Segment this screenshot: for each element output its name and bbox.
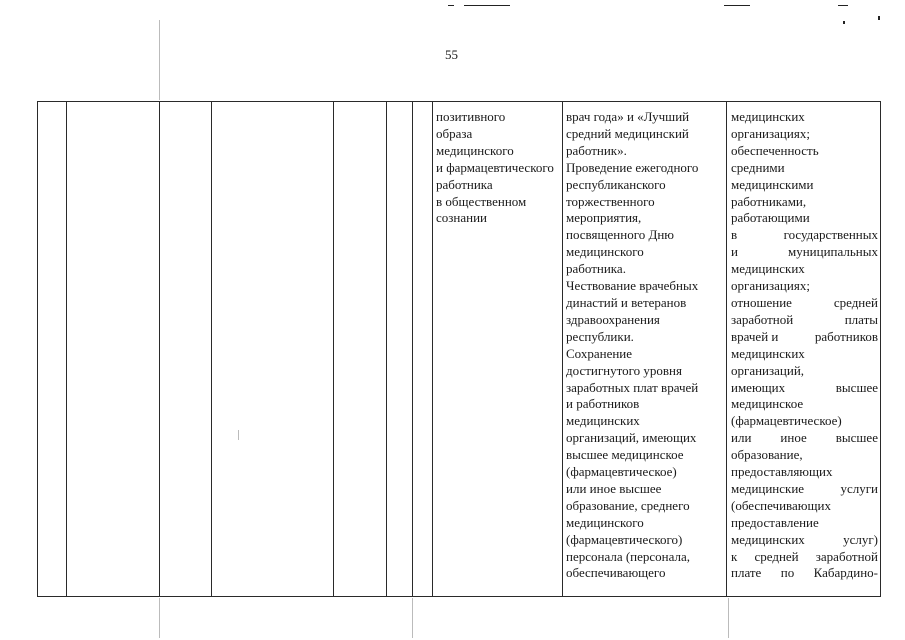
indicators-text-line — [731, 295, 878, 312]
word: к — [731, 548, 738, 564]
measures-text-line: высшее медицинское — [566, 447, 684, 463]
goal-text-line: работника — [436, 176, 493, 192]
measures-text-line: обеспечивающего — [566, 565, 666, 581]
measures-text-line: республиканского — [566, 176, 666, 192]
indicators-text-line: медицинскими — [731, 176, 814, 192]
scan-mark — [843, 21, 845, 24]
indicators-text-line — [731, 481, 878, 498]
word: муниципальных — [787, 244, 878, 260]
indicators-text-line — [731, 227, 878, 244]
word: государственных — [783, 227, 878, 243]
table-column-divider — [66, 101, 67, 597]
indicators-text-line — [731, 312, 878, 329]
indicators-text-line: обеспеченность — [731, 142, 819, 158]
table-column-divider — [333, 101, 334, 597]
indicators-text-line: (обеспечивающих — [731, 497, 831, 513]
scan-line — [159, 598, 160, 638]
goal-text-line: в общественном — [436, 193, 527, 209]
measures-text-line: Чествование врачебных — [566, 278, 699, 294]
word: или — [731, 430, 752, 446]
word: и — [731, 244, 738, 260]
table-column-divider — [726, 101, 727, 597]
measures-text-line: Сохранение — [566, 345, 633, 361]
goal-cell — [436, 109, 558, 227]
indicators-text-line — [731, 329, 878, 346]
measures-text-line: заработных плат врачей — [566, 379, 699, 395]
measures-text-line: медицинского — [566, 244, 644, 260]
word: иное — [780, 430, 807, 446]
indicators-text-line — [731, 565, 878, 582]
indicators-text-line: медицинских — [731, 345, 805, 361]
table-column-divider — [386, 101, 387, 597]
word: платы — [844, 311, 878, 327]
indicators-text-line: медицинских — [731, 109, 805, 124]
word: плате — [731, 565, 762, 581]
table-column-divider — [211, 101, 212, 597]
word: высшее — [835, 430, 878, 446]
goal-text-line: образа — [436, 125, 473, 141]
indicators-text-line: организациях; — [731, 125, 810, 141]
scan-mark — [448, 5, 454, 6]
measures-text-line: республики. — [566, 328, 634, 344]
word: высшее — [835, 379, 878, 395]
word: средней — [833, 294, 878, 310]
goal-text-line: сознании — [436, 210, 488, 226]
measures-text-line: или иное высшее — [566, 480, 662, 496]
word: в — [731, 227, 738, 243]
measures-text-line: посвященного Дню — [566, 227, 674, 243]
indicators-text-line: средними — [731, 159, 785, 175]
indicators-text-line: предоставление — [731, 514, 819, 530]
measures-text-line: династий и ветеранов — [566, 294, 687, 310]
goal-text-line: позитивного — [436, 109, 506, 124]
goal-text-line: медицинского — [436, 142, 514, 158]
word: работников — [814, 328, 878, 344]
indicators-text-line — [731, 380, 878, 397]
measures-text-line: торжественного — [566, 193, 655, 209]
table-column-divider — [562, 101, 563, 597]
word: Кабардино- — [813, 565, 878, 581]
word: отношение — [731, 294, 792, 310]
measures-text-line: образование, среднего — [566, 497, 690, 513]
measures-cell — [566, 109, 722, 582]
scan-mark — [878, 16, 880, 20]
indicators-text-line: (фармацевтическое) — [731, 413, 842, 429]
measures-text-line: медицинского — [566, 514, 644, 530]
measures-text-line: достигнутого уровня — [566, 362, 682, 378]
indicators-text-line — [731, 532, 878, 549]
scan-mark — [724, 5, 750, 6]
measures-text-line: и работников — [566, 396, 640, 412]
scan-line — [728, 598, 729, 638]
indicators-text-line: медицинское — [731, 396, 804, 412]
page-number: 55 — [445, 47, 458, 62]
scan-line — [159, 20, 160, 100]
measures-text-line: (фармацевтического) — [566, 531, 683, 547]
measures-text-line: врач года» и «Лучший — [566, 109, 690, 124]
word: по — [780, 565, 795, 581]
measures-text-line: средний медицинский — [566, 125, 689, 141]
scan-mark — [464, 5, 510, 6]
measures-text-line: персонала (персонала, — [566, 548, 691, 564]
measures-text-line: медицинских — [566, 413, 640, 429]
indicators-text-line — [731, 549, 878, 566]
word: медицинские — [731, 480, 805, 496]
indicators-text-line — [731, 430, 878, 447]
indicators-text-line: медицинских — [731, 261, 805, 277]
measures-text-line: Проведение ежегодного — [566, 159, 699, 175]
measures-text-line: (фармацевтическое) — [566, 464, 677, 480]
measures-text-line: работник». — [566, 142, 627, 158]
table-column-divider — [432, 101, 433, 597]
table-column-divider — [159, 101, 160, 597]
measures-text-line: организаций, имеющих — [566, 430, 697, 446]
measures-text-line: здравоохранения — [566, 311, 660, 327]
word: услуги — [840, 480, 878, 496]
measures-text-line: мероприятия, — [566, 210, 642, 226]
word: медицинских — [731, 531, 805, 547]
word: средней — [754, 548, 799, 564]
table-column-divider — [412, 101, 413, 597]
word: услуг) — [843, 531, 878, 547]
scan-line — [412, 598, 413, 638]
indicators-text-line: работниками, — [731, 193, 807, 209]
indicators-text-line: организациях; — [731, 278, 810, 294]
measures-text-line: работника. — [566, 261, 626, 277]
indicators-text-line — [731, 244, 878, 261]
indicators-text-line: работающими — [731, 210, 810, 226]
word: врачей и — [731, 328, 779, 344]
scan-mark — [838, 5, 848, 6]
indicators-text-line: образование, — [731, 447, 803, 463]
goal-text-line: и фармацевтического — [436, 159, 554, 175]
word: заработной — [731, 311, 794, 327]
word: имеющих — [731, 379, 786, 395]
indicators-cell — [731, 109, 878, 582]
indicators-text-line: организаций, — [731, 362, 805, 378]
indicators-text-line: предоставляющих — [731, 464, 833, 480]
word: заработной — [815, 548, 878, 564]
